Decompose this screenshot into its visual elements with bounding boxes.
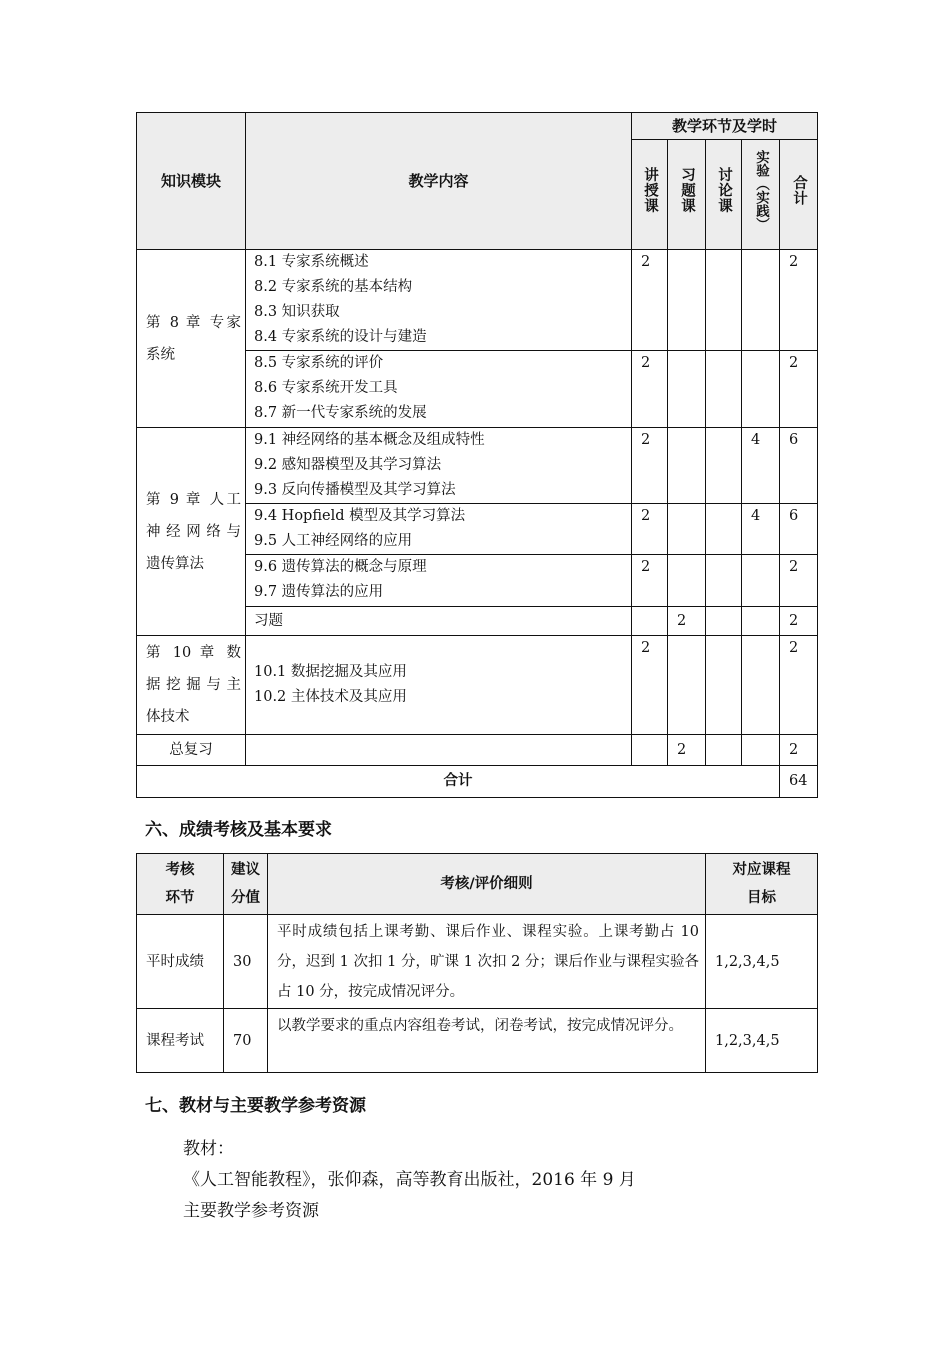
total-hours: 2 — [780, 607, 818, 636]
goals-cell: 1,2,3,4,5 — [706, 1009, 818, 1073]
content-cell: 8.5 专家系统的评价 8.6 专家系统开发工具 8.7 新一代专家系统的发展 — [246, 351, 632, 428]
header-discussion: 讨论课 — [706, 140, 742, 250]
lecture-hours — [632, 607, 668, 636]
content-cell: 习题 — [246, 607, 632, 636]
lab-hours — [742, 250, 780, 351]
assessment-table — [136, 853, 818, 1073]
content-cell: 9.1 神经网络的基本概念及组成特性 9.2 感知器模型及其学习算法 9.3 反向传播模型及其学习算法 — [246, 428, 632, 504]
lab-hours: 4 — [742, 504, 780, 555]
header-lecture: 讲授课 — [632, 140, 668, 250]
lecture-hours: 2 — [632, 555, 668, 607]
score-cell: 30 — [224, 915, 268, 1009]
discussion-hours — [706, 607, 742, 636]
module-ch10: 第 10 章 数 据挖掘与主 体技术 — [137, 636, 246, 735]
exercise-hours — [668, 250, 706, 351]
exercise-hours — [668, 555, 706, 607]
exercise-hours — [668, 636, 706, 735]
header-exercise: 习题课 — [668, 140, 706, 250]
lab-hours — [742, 636, 780, 735]
detail-cell: 以教学要求的重点内容组卷考试，闭卷考试，按完成情况评分。 — [268, 1009, 706, 1073]
content-cell — [246, 735, 632, 766]
header-hours-group: 教学环节及学时 — [632, 113, 818, 140]
textbook-label: 教材： — [183, 1139, 234, 1159]
lab-hours — [742, 351, 780, 428]
discussion-hours — [706, 555, 742, 607]
lecture-hours: 2 — [632, 504, 668, 555]
content-cell: 10.1 数据挖掘及其应用 10.2 主体技术及其应用 — [246, 636, 632, 735]
header-rules: 考核/评价细则 — [268, 854, 706, 915]
exercise-hours — [668, 504, 706, 555]
detail-cell: 平时成绩包括上课考勤、课后作业、课程实验。上课考勤占 10 分，迟到 1 次扣 1 分，旷课 1 次扣 2 分；课后作业与课程实验各占 10 分，按完成情况评分。 — [268, 915, 706, 1009]
exercise-hours — [668, 351, 706, 428]
header-score: 建议 分值 — [224, 854, 268, 915]
review-label: 总复习 — [137, 735, 246, 766]
module-ch9: 第 9 章 人工 神经网络与 遗传算法 — [137, 428, 246, 636]
lecture-hours: 2 — [632, 351, 668, 428]
header-total: 合计 — [780, 140, 818, 250]
sum-label: 合计 — [137, 766, 780, 798]
lab-hours — [742, 607, 780, 636]
lecture-hours: 2 — [632, 428, 668, 504]
content-cell: 8.1 专家系统概述 8.2 专家系统的基本结构 8.3 知识获取 8.4 专家系统的设计与建造 — [246, 250, 632, 351]
total-hours: 6 — [780, 428, 818, 504]
header-content: 教学内容 — [246, 113, 632, 250]
total-hours: 6 — [780, 504, 818, 555]
discussion-hours — [706, 351, 742, 428]
module-ch8: 第 8 章 专家 系统 — [137, 250, 246, 428]
lecture-hours — [632, 735, 668, 766]
total-hours: 2 — [780, 735, 818, 766]
exercise-hours: 2 — [668, 607, 706, 636]
score-cell: 70 — [224, 1009, 268, 1073]
textbook-citation: 《人工智能教程》，张仰森，高等教育出版社，2016 年 9 月 — [183, 1170, 636, 1190]
exercise-hours: 2 — [668, 735, 706, 766]
teaching-content-table — [136, 112, 818, 798]
total-hours: 2 — [780, 250, 818, 351]
section-heading-assessment: 六、成绩考核及基本要求 — [145, 820, 332, 840]
content-cell: 9.4 Hopfield 模型及其学习算法 9.5 人工神经网络的应用 — [246, 504, 632, 555]
sum-total: 64 — [780, 766, 818, 798]
lab-hours: 4 — [742, 428, 780, 504]
lab-hours — [742, 555, 780, 607]
header-lab: 实验（实践） — [742, 140, 780, 250]
total-hours: 2 — [780, 351, 818, 428]
header-module: 知识模块 — [137, 113, 246, 250]
discussion-hours — [706, 735, 742, 766]
lecture-hours: 2 — [632, 250, 668, 351]
section-heading-textbook: 七、教材与主要教学参考资源 — [145, 1096, 366, 1116]
exercise-hours — [668, 428, 706, 504]
stage-cell: 课程考试 — [137, 1009, 224, 1073]
goals-cell: 1,2,3,4,5 — [706, 915, 818, 1009]
header-stage: 考核 环节 — [137, 854, 224, 915]
discussion-hours — [706, 636, 742, 735]
total-hours: 2 — [780, 636, 818, 735]
header-goals: 对应课程 目标 — [706, 854, 818, 915]
resources-label: 主要教学参考资源 — [183, 1201, 319, 1221]
discussion-hours — [706, 428, 742, 504]
total-hours: 2 — [780, 555, 818, 607]
content-cell: 9.6 遗传算法的概念与原理 9.7 遗传算法的应用 — [246, 555, 632, 607]
lab-hours — [742, 735, 780, 766]
discussion-hours — [706, 250, 742, 351]
lecture-hours: 2 — [632, 636, 668, 735]
discussion-hours — [706, 504, 742, 555]
stage-cell: 平时成绩 — [137, 915, 224, 1009]
